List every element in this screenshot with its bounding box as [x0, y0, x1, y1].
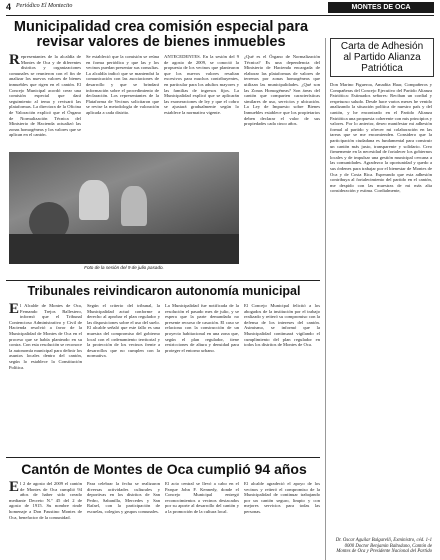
article1-drop-cap: R [9, 54, 20, 68]
page-header [6, 2, 434, 14]
article1-headline-line1: Municipalidad crea comisión especial para [13, 19, 309, 35]
sidebar-title-box [330, 38, 434, 77]
article3-headline: Cantón de Montes de Oca cumplió 94 años [21, 461, 307, 477]
article1-headline-line2: revisar valores de bienes inmuebles [36, 34, 286, 50]
page-number: 4 [6, 2, 12, 12]
article2-column-3 [165, 303, 239, 453]
article3-col3-text: El acto central se llevó a cabo en el Parque John F. Kennedy, donde el Concejo Municipal entregó reconocimientos a vecinos destacados por su aporte al desarrollo del cantón y a la promoción de la cultura local. [165, 481, 239, 514]
article1-column-3 [164, 54, 239, 134]
article1-col2-text: Se estableció que la comisión se reúna en forma periódica y que las y los vecinos puedan presentar sus consultas. La alcaldía indicó que se mantendrá la comunicación con las asociaciones de desarrollo y que se brindará información sobre el procedimiento de declaración. Los representantes de la Plataforma de Vecinos solicitaron que se revise la metodología de valoración aplicada a cada distrito. [86, 54, 159, 115]
article1-headline [8, 20, 314, 50]
article1-col1-text: epresentantes de la alcaldía de Montes de Oca y de diferentes distritos y organizaciones comunales se reunieron con el fin de analizar los nuevos valores de bienes inmuebles que rigen en el cantón. El Concejo Municipal acordó crear una comisión especial que dará seguimiento al tema y revisará las plataformas. La directora de la Oficina de Valoración explicó que el Órgano de Normalización Técnica del Ministerio de Hacienda actualizó las zonas homogéneas y los valores que se aplican en el cantón. [9, 54, 81, 138]
section-label: MONTES DE OCA [328, 2, 434, 13]
article3-col2-text: Para celebrar la fecha se realizaron diversas actividades culturales y deportivas en los distritos de San Pedro, Sabanilla, Mercedes y San Rafael, con la participación de escuelas, colegios y grupos comunales. [87, 481, 160, 514]
publication-name: Periódico El Montecito [16, 3, 73, 9]
article1-photo [9, 152, 239, 264]
article2-column-4 [244, 303, 320, 453]
article2-rule [6, 280, 320, 281]
header-rule [6, 15, 434, 16]
article2-headline: Tribunales reivindicaron autonomía municipal [27, 284, 301, 298]
article3-column-4 [244, 481, 320, 559]
article1-column-1 [9, 54, 81, 150]
article3-drop-cap: E [9, 481, 20, 495]
article3-column-3 [165, 481, 239, 559]
article3-column-1 [9, 481, 82, 559]
article1-column-4 [244, 54, 320, 270]
article1-photo-caption: Foto de la sesión del 9 de julio pasado. [84, 265, 164, 270]
article2-drop-cap: E [9, 303, 20, 317]
article2-col2-text: Según el criterio del tribunal, la Municipalidad actuó conforme a derecho al aprobar el plan regulador y las disposiciones sobre el uso del suelo. El alcalde señaló que este fallo es una muestra del compromiso del gobierno local con el ordenamiento territorial y la protección de los vecinos frente a desarrollos que no cumplen con la normativa. [87, 303, 160, 359]
article2-col1-text: l Alcalde de Montes de Oca, Fernando Trejos Ballestero, informó que el Tribunal Contencioso Administrativo y Civil de Hacienda resolvió a favor de la Municipalidad de Montes de Oca en el proceso que se había planteado en su contra. Con esta resolución se reconoce la autonomía municipal para definir los asuntos locales dentro del cantón, según lo establece la Constitución Política. [9, 303, 82, 370]
article3-rule [6, 457, 320, 458]
photo-figure-3 [121, 186, 147, 226]
article2-column-2 [87, 303, 160, 453]
article1-col4-text: ¿Qué es el Órgano de Normalización Técnica? Es una dependencia del Ministerio de Hacienda encargada de elaborar las plataformas de valores de terrenos por zonas homogéneas que utilizan las municipalidades. ¿Qué son las Zonas Homogéneas? Son áreas del cantón que comparten características similares de uso, servicios y ubicación. La Ley de Impuesto sobre Bienes Inmuebles establece que los propietarios deben declarar el valor de sus propiedades cada cinco años. [244, 54, 320, 127]
sidebar-title-line3: Patriótica [361, 63, 403, 74]
article3-col1-text: l 2 de agosto del 2009 el cantón de Montes de Oca cumplió 94 años de haber sido creado mediante Decreto N.º 45 del 2 de agosto de 1915. Su nombre rinde homenaje a Don Faustino Montes de Oca, benefactor de la comunidad. [9, 481, 82, 520]
article3-column-2 [87, 481, 160, 559]
article2-col4-text: El Concejo Municipal felicitó a los abogados de la institución por el trabajo realizado y reiteró su compromiso con la defensa de los intereses del cantón. Asimismo, se informó que la Municipalidad continuará vigilando el cumplimiento del plan regulador en todos los distritos de Montes de Oca. [244, 303, 320, 348]
article2-column-1 [9, 303, 82, 453]
photo-figure-2 [79, 180, 109, 220]
sidebar-title-line2: al Partido Alianza [343, 52, 421, 63]
article3-col4-text: El alcalde agradeció el apoyo de los vecinos y reiteró el compromiso de la Municipalidad de continuar trabajando por un cantón seguro, limpio y con mejores servicios para todas las personas. [244, 481, 320, 514]
sidebar-title-line1: Carta de Adhesión [340, 41, 424, 52]
article1-column-2 [86, 54, 159, 150]
photo-table [9, 234, 239, 264]
article2-col3-text: La Municipalidad fue notificada de la resolución el pasado mes de julio, y se espera que la parte demandada no presente recurso de casación. El caso se relaciona con la construcción de un proyecto habitacional en una zona que, según el plan regulador, tiene restricciones de altura y densidad para proteger el entorno urbano. [165, 303, 239, 353]
sidebar-letter-body [330, 82, 432, 534]
sidebar-letter [325, 38, 436, 560]
article1-col3-text: ANTECEDENTES. En la sesión del 9 de agosto de 2009, se conoció la propuesta de los vecinos que plantearon que los nuevos valores resultan excesivos para muchos contribuyentes, en particular para los adultos mayores y las familias de ingresos fijos. La Municipalidad explicó que se aplicarán las exoneraciones de ley y que el cobro se ajustará gradualmente según lo establece la normativa vigente. [164, 54, 239, 115]
sidebar-signature: Dr. Oscar Aguilar Bulgarelli, Exministro, céd. 1-1 0000 Doctor Benjamin Baltodano, Cantón de Montes de Oca y Presidente Nacional del Partido [335, 538, 432, 555]
sidebar-letter-text: Don Marino Figueroa, Amadita Haar, Compañeros y Compañeras del Concejo Ejecutivo del Partido Alianza Patriótica: Estimados señores: Reciban un cordial y respetuoso saludo. Desde hace varios meses he venido analizando la situación política de nuestro país y del cantón, y he encontrado en el Partido Alianza Patriótica una propuesta coherente con mis principios y valores. Por lo anterior, deseo manifestar mi adhesión formal al partido y ofrecer mi colaboración en las tareas que se me encomienden. Considero que la participación ciudadana es fundamental para construir un cantón más justo, transparente y solidario. Creo firmemente en la necesidad de fortalecer los gobiernos locales y de impulsar una gestión municipal cercana a las comunidades. Agradezco la oportunidad y quedo a sus órdenes para trabajar por el bienestar de Montes de Oca y de Costa Rica. Esperando que esta adhesión contribuya al fortalecimiento del partido en el cantón, me despido con las muestras de mi más alta consideración y estima. Cordialmente, [330, 82, 432, 194]
